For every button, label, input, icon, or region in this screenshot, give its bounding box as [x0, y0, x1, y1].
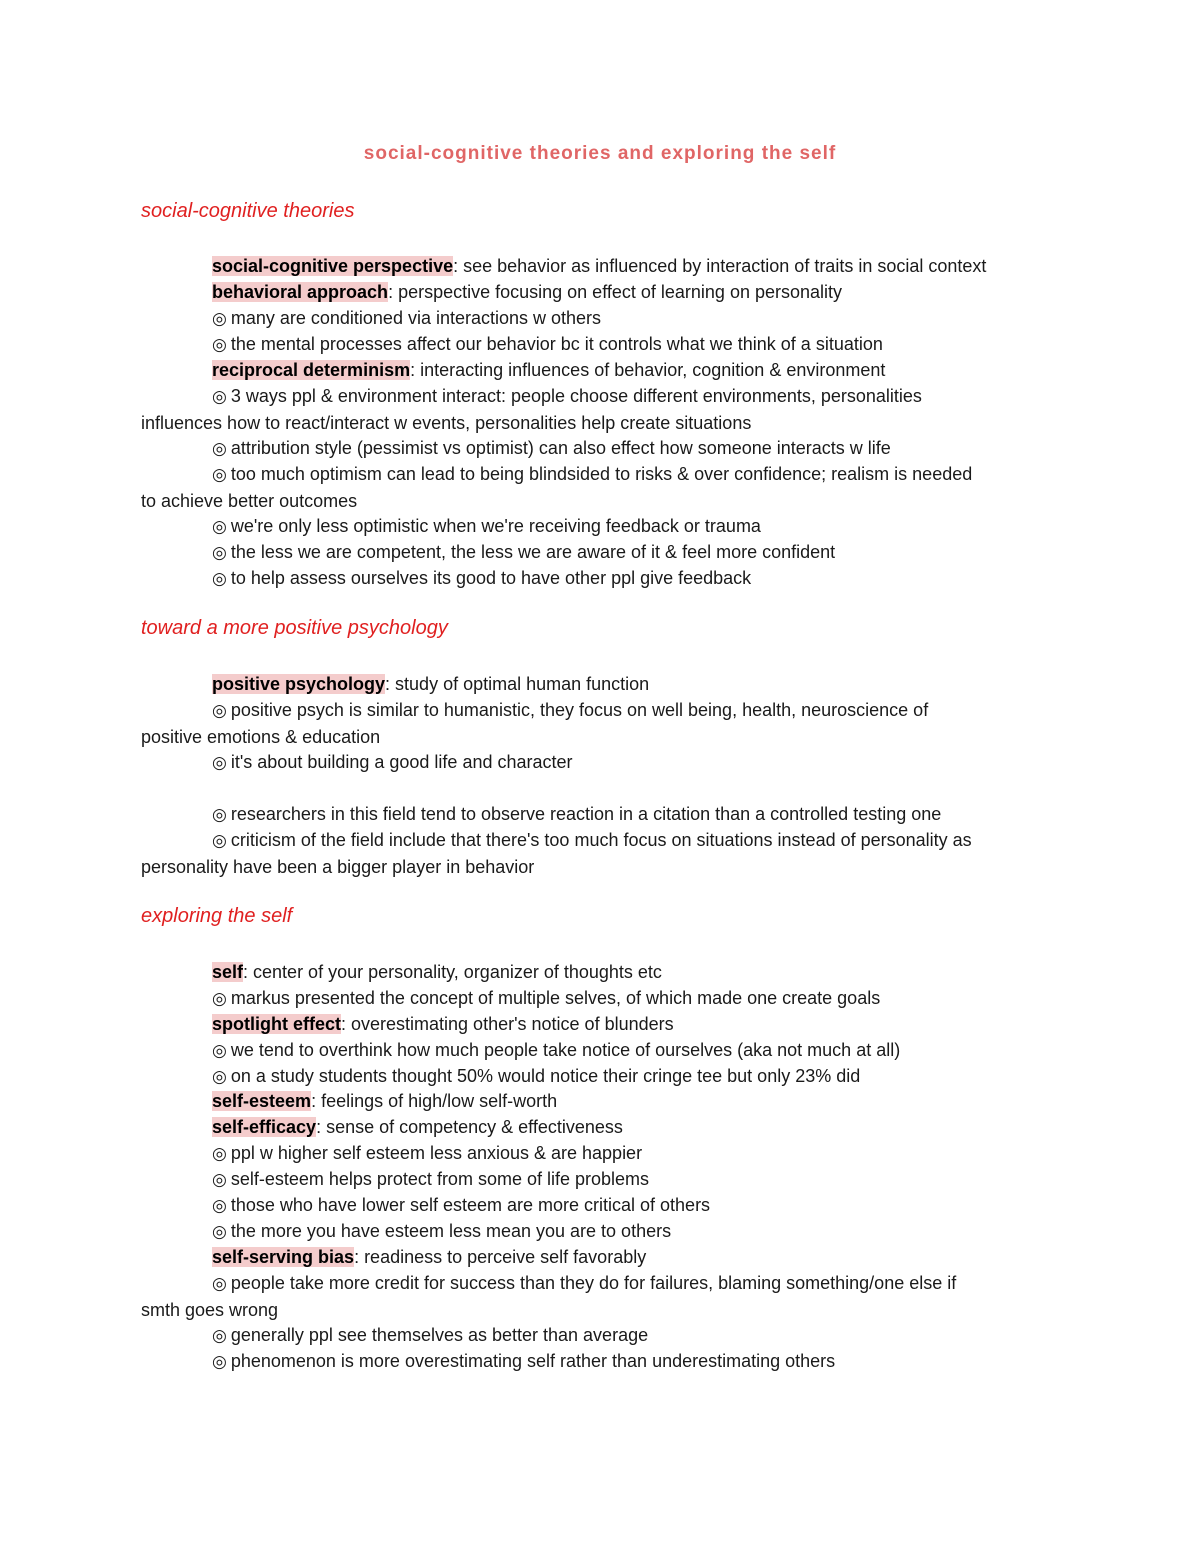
line-text: criticism of the field include that there's too much focus on situations instead of personality as — [230, 830, 972, 850]
line-text: : interacting influences of behavior, cognition & environment — [410, 360, 886, 380]
definition-line — [141, 1114, 1061, 1140]
bullseye-bullet-icon: ◎ — [212, 1326, 227, 1345]
line-text: people take more credit for success than they do for failures, blaming something/one else if — [230, 1273, 957, 1293]
line-text: markus presented the concept of multiple selves, of which made one create goals — [230, 988, 881, 1008]
line-text: on a study students thought 50% would notice their cringe tee but only 23% did — [230, 1066, 861, 1086]
highlighted-term: self-esteem — [212, 1091, 312, 1111]
line-text: 3 ways ppl & environment interact: people choose different environments, personalities — [230, 386, 922, 406]
bullet-line — [141, 827, 1061, 880]
section-heading: social-cognitive theories — [141, 200, 355, 222]
bullet-line — [141, 1140, 1061, 1167]
bullet-line — [141, 801, 1061, 828]
line-text: : sense of competency & effectiveness — [316, 1117, 623, 1137]
bullseye-bullet-icon: ◎ — [212, 439, 227, 458]
line-text: it's about building a good life and character — [230, 752, 573, 772]
bullet-line — [141, 383, 1061, 436]
line-text: the more you have esteem less mean you are to others — [230, 1221, 672, 1241]
bullseye-bullet-icon: ◎ — [212, 805, 227, 824]
highlighted-term: self-efficacy — [212, 1117, 317, 1137]
bullet-line — [141, 749, 1061, 776]
bullet-line — [141, 513, 1061, 540]
bullseye-bullet-icon: ◎ — [212, 569, 227, 588]
line-text: : study of optimal human function — [385, 674, 650, 694]
bullet-line — [141, 461, 1061, 514]
definition-line — [141, 1088, 1061, 1114]
line-text: ppl w higher self esteem less anxious & are happier — [230, 1143, 643, 1163]
line-text: many are conditioned via interactions w others — [230, 308, 602, 328]
bullseye-bullet-icon: ◎ — [212, 1144, 227, 1163]
bullet-line — [141, 435, 1061, 462]
definition-line — [141, 279, 1061, 305]
bullseye-bullet-icon: ◎ — [212, 1222, 227, 1241]
definition-line — [141, 357, 1061, 383]
bullseye-bullet-icon: ◎ — [212, 989, 227, 1008]
line-text: researchers in this field tend to observe reaction in a citation than a controlled testing one — [230, 804, 942, 824]
definition-line — [141, 253, 1061, 279]
bullet-line — [141, 1322, 1061, 1349]
line-text: : perspective focusing on effect of learning on personality — [388, 282, 843, 302]
bullet-line — [141, 1166, 1061, 1193]
bullseye-bullet-icon: ◎ — [212, 753, 227, 772]
highlighted-term: self-serving bias — [212, 1247, 355, 1267]
section-heading: toward a more positive psychology — [141, 617, 448, 639]
bullet-line — [141, 1063, 1061, 1090]
bullet-line — [141, 1037, 1061, 1064]
definition-line — [141, 671, 1061, 697]
line-text: self-esteem helps protect from some of life problems — [230, 1169, 650, 1189]
bullet-line — [141, 305, 1061, 332]
bullet-line — [141, 1270, 1061, 1323]
definition-line — [141, 1011, 1061, 1037]
bullseye-bullet-icon: ◎ — [212, 701, 227, 720]
bullseye-bullet-icon: ◎ — [212, 309, 227, 328]
line-text: positive psych is similar to humanistic, they focus on well being, health, neuroscience of — [230, 700, 929, 720]
line-text: : feelings of high/low self-worth — [311, 1091, 558, 1111]
line-text: attribution style (pessimist vs optimist) can also effect how someone interacts w life — [230, 438, 891, 458]
bullet-line — [141, 565, 1061, 592]
line-continuation: personality have been a bigger player in behavior — [141, 857, 535, 877]
bullseye-bullet-icon: ◎ — [212, 517, 227, 536]
line-text: : see behavior as influenced by interaction of traits in social context — [453, 256, 987, 276]
bullet-line — [141, 697, 1061, 750]
bullet-line — [141, 1348, 1061, 1375]
bullseye-bullet-icon: ◎ — [212, 1274, 227, 1293]
bullet-line — [141, 985, 1061, 1012]
line-text: : overestimating other's notice of blunders — [341, 1014, 674, 1034]
bullseye-bullet-icon: ◎ — [212, 543, 227, 562]
line-continuation: influences how to react/interact w events, personalities help create situations — [141, 413, 752, 433]
line-text: the mental processes affect our behavior bc it controls what we think of a situation — [230, 334, 883, 354]
bullet-line — [141, 539, 1061, 566]
line-continuation: to achieve better outcomes — [141, 491, 358, 511]
bullseye-bullet-icon: ◎ — [212, 1352, 227, 1371]
line-text: we're only less optimistic when we're receiving feedback or trauma — [230, 516, 761, 536]
bullet-line — [141, 331, 1061, 358]
bullseye-bullet-icon: ◎ — [212, 1041, 227, 1060]
line-text: the less we are competent, the less we are aware of it & feel more confident — [230, 542, 836, 562]
line-text: too much optimism can lead to being blindsided to risks & over confidence; realism is needed — [230, 464, 973, 484]
line-continuation: positive emotions & education — [141, 727, 381, 747]
highlighted-term: reciprocal determinism — [212, 360, 411, 380]
highlighted-term: self — [212, 962, 244, 982]
definition-line — [141, 959, 1061, 985]
bullet-line — [141, 1192, 1061, 1219]
definition-line — [141, 1244, 1061, 1270]
bullet-line — [141, 1218, 1061, 1245]
bullseye-bullet-icon: ◎ — [212, 1196, 227, 1215]
highlighted-term: social-cognitive perspective — [212, 256, 454, 276]
bullseye-bullet-icon: ◎ — [212, 1067, 227, 1086]
highlighted-term: behavioral approach — [212, 282, 389, 302]
bullseye-bullet-icon: ◎ — [212, 1170, 227, 1189]
line-text: phenomenon is more overestimating self rather than underestimating others — [230, 1351, 836, 1371]
line-text: to help assess ourselves its good to have other ppl give feedback — [230, 568, 752, 588]
highlighted-term: positive psychology — [212, 674, 386, 694]
line-continuation: smth goes wrong — [141, 1300, 279, 1320]
highlighted-term: spotlight effect — [212, 1014, 341, 1034]
bullseye-bullet-icon: ◎ — [212, 465, 227, 484]
line-text: generally ppl see themselves as better than average — [230, 1325, 649, 1345]
line-text: we tend to overthink how much people take notice of ourselves (aka not much at all) — [230, 1040, 901, 1060]
line-text: : readiness to perceive self favorably — [354, 1247, 647, 1267]
bullseye-bullet-icon: ◎ — [212, 387, 227, 406]
line-text: : center of your personality, organizer of thoughts etc — [243, 962, 662, 982]
page-title: social-cognitive theories and exploring the self — [363, 143, 837, 164]
bullseye-bullet-icon: ◎ — [212, 831, 227, 850]
line-text: those who have lower self esteem are more critical of others — [230, 1195, 711, 1215]
bullseye-bullet-icon: ◎ — [212, 335, 227, 354]
section-heading: exploring the self — [141, 905, 293, 927]
